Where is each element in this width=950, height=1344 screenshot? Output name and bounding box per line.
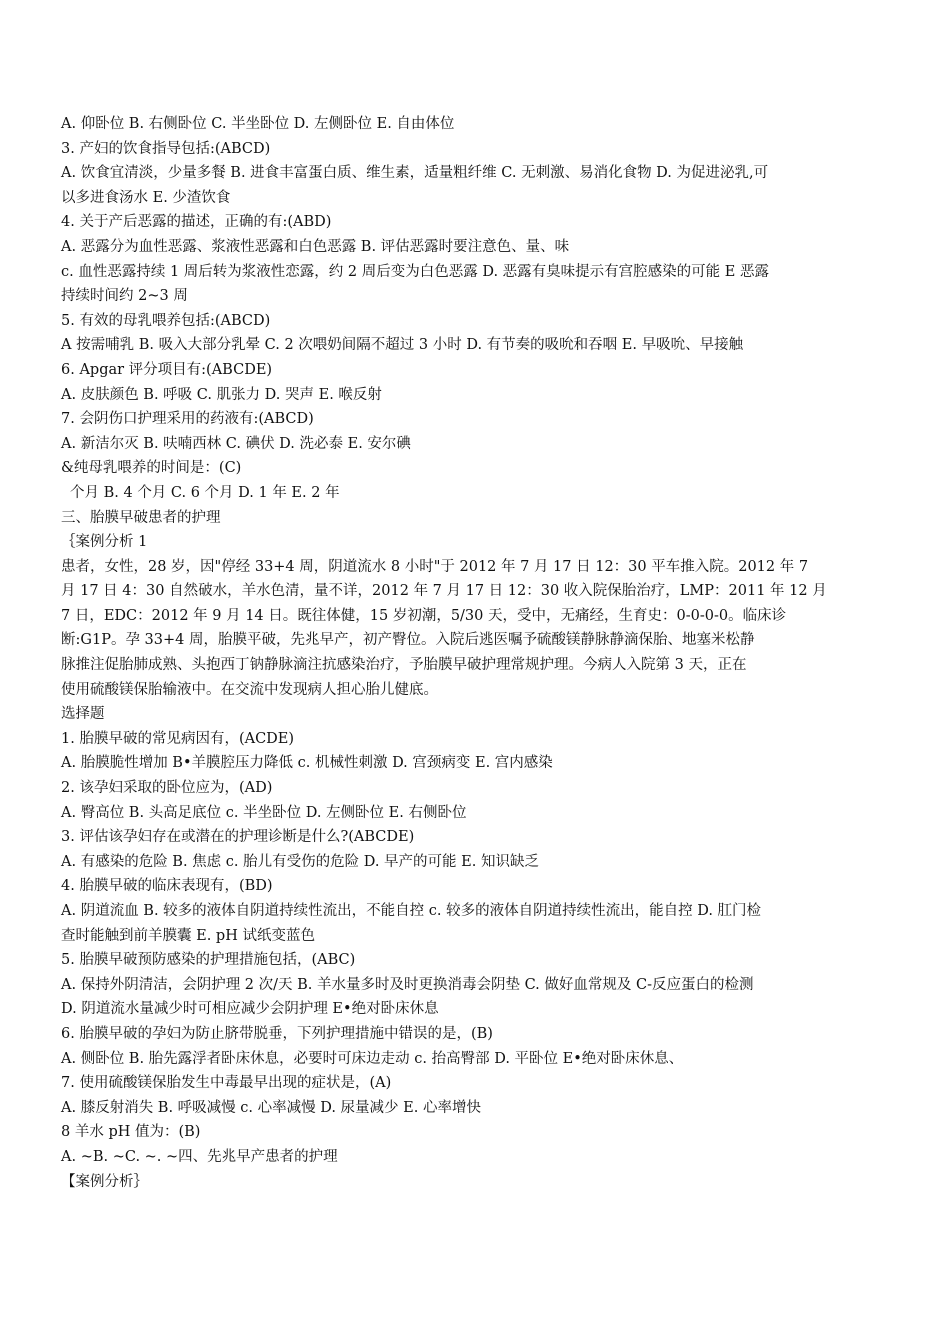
question-line: 3. 产妇的饮食指导包括:(ABCD): [61, 140, 271, 157]
question-line: 5. 胎膜早破预防感染的护理措施包括，(ABC): [61, 952, 356, 969]
text-line: A. 臀高位 B. 头高足底位 c. 半坐卧位 D. 左侧卧位 E. 右侧卧位: [61, 804, 467, 821]
case-text-line: 患者，女性，28 岁，因"停经 33+4 周，阴道流水 8 小时"于 2012 年 7 月 17 日 12：30 平车推入院。2012 年 7: [61, 558, 809, 575]
question-line: 7. 会阴伤口护理采用的药液有:(ABCD): [61, 411, 314, 428]
text-line: A. 胎膜脆性增加 B•羊膜腔压力降低 c. 机械性刺激 D. 宫颈病变 E. 宫内感染: [61, 755, 553, 772]
question-line: 4. 关于产后恶露的描述，正确的有:(ABD): [61, 214, 332, 231]
text-line: 查时能触到前羊膜囊 E. pH 试纸变蓝色: [61, 927, 315, 944]
text-line: A. 皮肤颜色 B. 呼吸 C. 肌张力 D. 哭声 E. 喉反射: [61, 386, 382, 403]
subsection-heading: 选择题: [61, 706, 105, 723]
case-text-line: 使用硫酸镁保胎输液中。在交流中发现病人担心胎儿健底。: [61, 681, 438, 698]
case-text-line: 月 17 日 4：30 自然破水，羊水色清，量不详，2012 年 7 月 17 日 12：30 收入院保胎治疗，LMP：2011 年 12 月: [61, 583, 827, 600]
question-line: 6. 胎膜早破的孕妇为防止脐带脱垂，下列护理措施中错误的是，(B): [61, 1025, 493, 1042]
text-line: A. 恶露分为血性恶露、浆液性恶露和白色恶露 B. 评估恶露时要注意色、量、味: [61, 238, 570, 255]
question-line: 6. Apgar 评分项目有:(ABCDE): [61, 361, 273, 378]
text-line: A. 饮食宜清淡，少量多餐 B. 进食丰富蛋白质、维生素，适量粗纤维 C. 无刺激、易消化食物 D. 为促进泌乳,可: [61, 165, 769, 182]
question-line: &纯母乳喂养的时间是：(C): [61, 460, 242, 477]
text-line: A. 保持外阴清洁，会阴护理 2 次/天 B. 羊水量多时及时更换消毒会阴垫 C. 做好血常规及 C-反应蛋白的检测: [61, 976, 754, 993]
question-line: 4. 胎膜早破的临床表现有，(BD): [61, 878, 273, 895]
text-line: A. 仰卧位 B. 右侧卧位 C. 半坐卧位 D. 左侧卧位 E. 自由体位: [61, 116, 455, 132]
case-heading: ｛案例分析 1: [61, 534, 148, 551]
text-line: 以多进食汤水 E. 少渣饮食: [61, 189, 231, 206]
case-heading: 【案例分析｝: [61, 1173, 148, 1190]
question-line: 1. 胎膜早破的常见病因有，(ACDE): [61, 730, 295, 747]
text-line: A 按需哺乳 B. 吸入大部分乳晕 C. 2 次喂奶间隔不超过 3 小时 D. 有节奏的吸吮和吞咽 E. 早吸吮、早接触: [61, 337, 744, 354]
text-line: 持续时间约 2~3 周: [61, 288, 188, 305]
text-line: c. 血性恶露持续 1 周后转为浆液性恋露，约 2 周后变为白色恶露 D. 恶露有臭味提示有宫腔感染的可能 E 恶露: [61, 263, 769, 280]
text-line: D. 阴道流水量减少时可相应减少会阴护理 E•绝对卧床休息: [61, 1001, 439, 1018]
case-text-line: 断:G1P。孕 33+4 周，胎膜平破，先兆早产，初产臀位。入院后逃医嘱予硫酸镁静脉静滴保胎、地塞米松静: [61, 632, 755, 649]
question-line: 3. 评估该孕妇存在或潜在的护理诊断是什么?(ABCDE): [61, 829, 415, 846]
text-line: 个月 B. 4 个月 C. 6 个月 D. 1 年 E. 2 年: [70, 484, 340, 501]
text-line: A. 膝反射消失 B. 呼吸减慢 c. 心率减慢 D. 尿量减少 E. 心率增快: [61, 1099, 481, 1116]
section-heading: 三、胎膜早破患者的护理: [61, 509, 221, 526]
question-line: 2. 该孕妇采取的卧位应为，(AD): [61, 780, 273, 797]
question-line: 7. 使用硫酸镁保胎发生中毒最早出现的症状是，(A): [61, 1075, 392, 1092]
question-line: 8 羊水 pH 值为：(B): [61, 1124, 201, 1141]
text-line: A. 阴道流血 B. 较多的液体自阴道持续性流出，不能自控 c. 较多的液体自阴道持续性流出，能自控 D. 肛门检: [61, 903, 762, 919]
text-line: A. 侧卧位 B. 胎先露浮者卧床休息，必要时可床边走动 c. 抬高臀部 D. 平卧位 E•绝对卧床休息、: [61, 1050, 684, 1067]
case-text-line: 脉推注促胎肺成熟、头抱西丁钠静脉滴注抗感染治疗，予胎膜早破护理常规护理。今病人入院第 3 天，正在: [61, 657, 747, 674]
text-line: A. ~B. ~C. ~. ~四、先兆早产患者的护理: [61, 1148, 338, 1165]
document-body: [61, 112, 881, 1194]
text-line: A. 有感染的危险 B. 焦虑 c. 胎儿有受伤的危险 D. 早产的可能 E. 知识缺乏: [61, 853, 539, 870]
question-line: 5. 有效的母乳喂养包括:(ABCD): [61, 312, 271, 329]
case-text-line: 7 日，EDC：2012 年 9 月 14 日。既往体健，15 岁初潮，5/30 天，受中，无痛经，生育史：0-0-0-0。临床诊: [61, 607, 787, 624]
text-line: A. 新洁尔灭 B. 呋喃西林 C. 碘伏 D. 洗必泰 E. 安尔碘: [61, 435, 411, 452]
